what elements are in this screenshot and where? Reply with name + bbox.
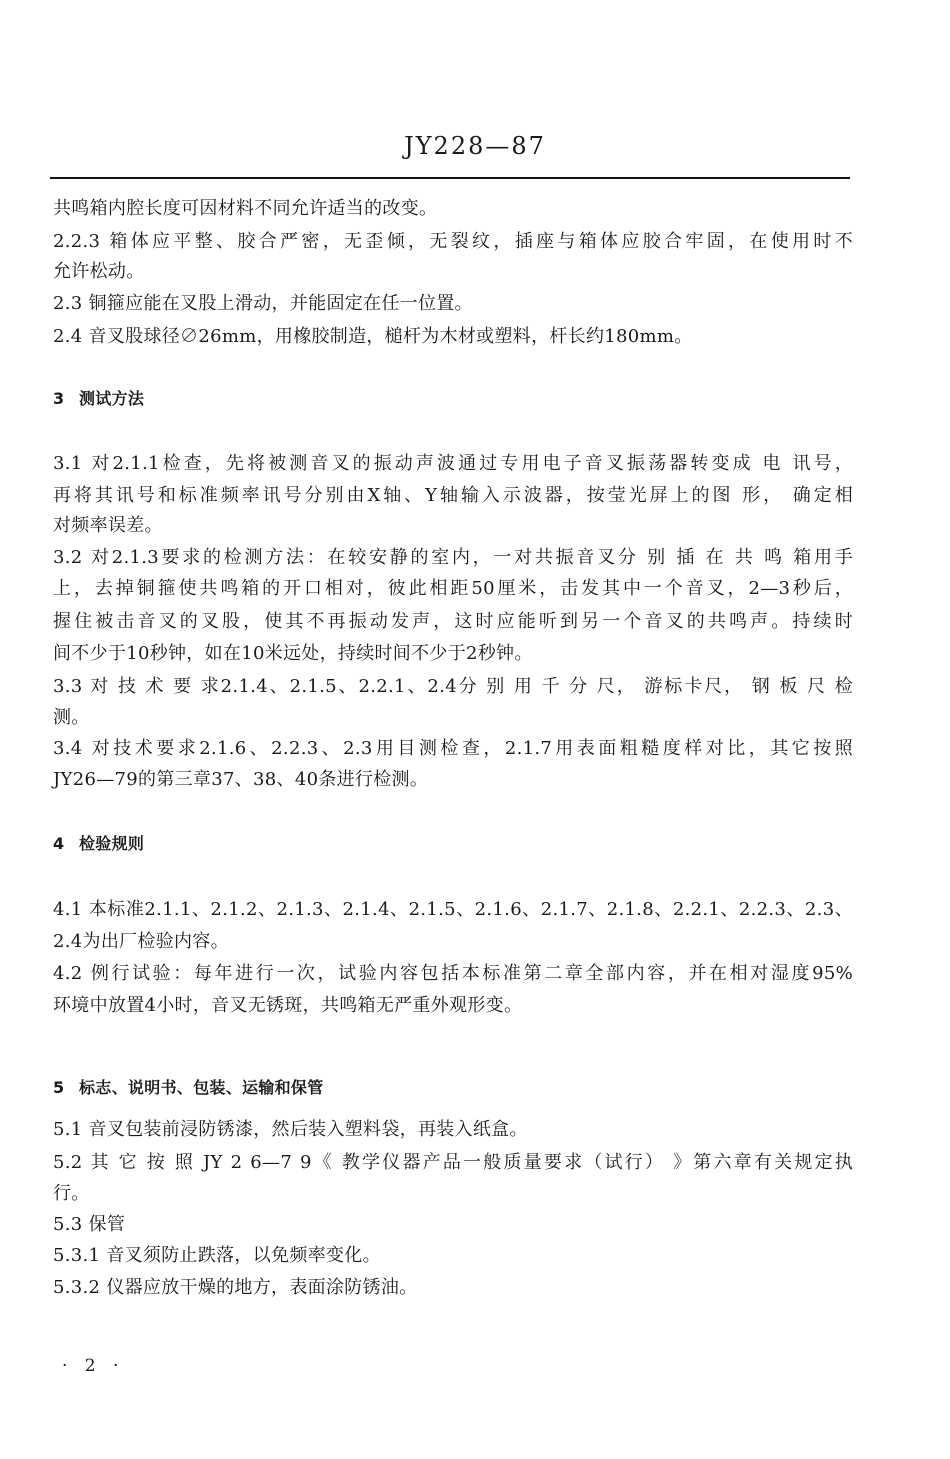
text-line: 3.4 对技术要求2.1.6、2.2.3、2.3用目测检查，2.1.7用表面粗糙度样对比，其它按照 — [53, 738, 853, 759]
section-heading-4 — [53, 831, 144, 857]
section-number: 5 — [53, 1078, 65, 1097]
text-line: 握住被击音叉的叉股，使其不再振动发声，这时应能听到另一个音叉的共鸣声。持续时 — [53, 611, 853, 632]
text-line: 4.1 本标准2.1.1、2.1.2、2.1.3、2.1.4、2.1.5、2.1.6、2.1.7、2.1.8、2.2.1、2.2.3、2.3、 — [53, 899, 853, 920]
text-line: 行。 — [53, 1183, 90, 1204]
text-line: 3.1 对2.1.1检查，先将被测音叉的振动声波通过专用电子音叉振荡器转变成 电 讯号， — [53, 453, 853, 474]
section-title: 检验规则 — [79, 834, 145, 853]
text-line: 2.2.3 箱体应平整、胶合严密，无歪倾，无裂纹，插座与箱体应胶合牢固，在使用时不 — [53, 231, 853, 252]
header-rule — [50, 177, 850, 179]
text-line: 共鸣箱内腔长度可因材料不同允许适当的改变。 — [53, 198, 438, 219]
section-number: 4 — [53, 834, 65, 853]
text-line: 间不少于10秒钟，如在10米远处，持续时间不少于2秒钟。 — [53, 643, 533, 664]
text-line: 2.4 音叉股球径∅26mm，用橡胶制造，槌杆为木材或塑料，杆长约180mm。 — [53, 326, 693, 347]
text-line: 5.1 音叉包装前浸防锈漆，然后装入塑料袋，再装入纸盒。 — [53, 1119, 528, 1140]
text-line: 5.3.1 音叉须防止跌落，以免频率变化。 — [53, 1245, 381, 1266]
section-title: 标志、说明书、包装、运输和保管 — [79, 1078, 324, 1097]
page-number: · 2 · — [62, 1356, 125, 1376]
text-line: 5.3 保管 — [53, 1214, 126, 1235]
text-line: 再将其讯号和标准频率讯号分别由X轴、Y轴输入示波器，按莹光屏上的图 形， 确定相 — [53, 485, 853, 506]
text-line: 3.3 对 技 术 要 求2.1.4、2.1.5、2.2.1、2.4分 别 用 千 分 尺， 游标卡尺， 钢 板 尺 检 — [53, 676, 853, 697]
section-heading-5 — [53, 1075, 324, 1101]
text-line: 5.2 其 它 按 照 JY 2 6—7 9《 教学仪器产品一般质量要求（试行） 》第六章有关规定执 — [53, 1152, 853, 1173]
text-line: 4.2 例行试验：每年进行一次，试验内容包括本标准第二章全部内容，并在相对湿度95% — [53, 963, 853, 984]
text-line: 环境中放置4小时，音叉无锈斑，共鸣箱无严重外观形变。 — [53, 995, 523, 1016]
text-line: 2.4为出厂检验内容。 — [53, 931, 229, 952]
text-line: 允许松动。 — [53, 261, 145, 282]
text-line: 2.3 铜箍应能在叉股上滑动，并能固定在任一位置。 — [53, 293, 473, 314]
text-line: JY26—79的第三章37、38、40条进行检测。 — [53, 769, 429, 790]
text-line: 5.3.2 仪器应放干燥的地方，表面涂防锈油。 — [53, 1277, 418, 1298]
section-title: 测试方法 — [79, 389, 145, 408]
text-line: 测。 — [53, 707, 90, 728]
section-number: 3 — [53, 389, 65, 408]
text-line: 对频率误差。 — [53, 515, 163, 536]
text-line: 3.2 对2.1.3要求的检测方法：在较安静的室内，一对共振音叉分 别 插 在 共 鸣 箱用手 — [53, 547, 853, 568]
standard-code-header: JY228—87 — [404, 132, 546, 160]
text-line: 上，去掉铜箍使共鸣箱的开口相对，彼此相距50厘米，击发其中一个音叉，2—3秒后， — [53, 578, 853, 599]
section-heading-3 — [53, 386, 144, 412]
